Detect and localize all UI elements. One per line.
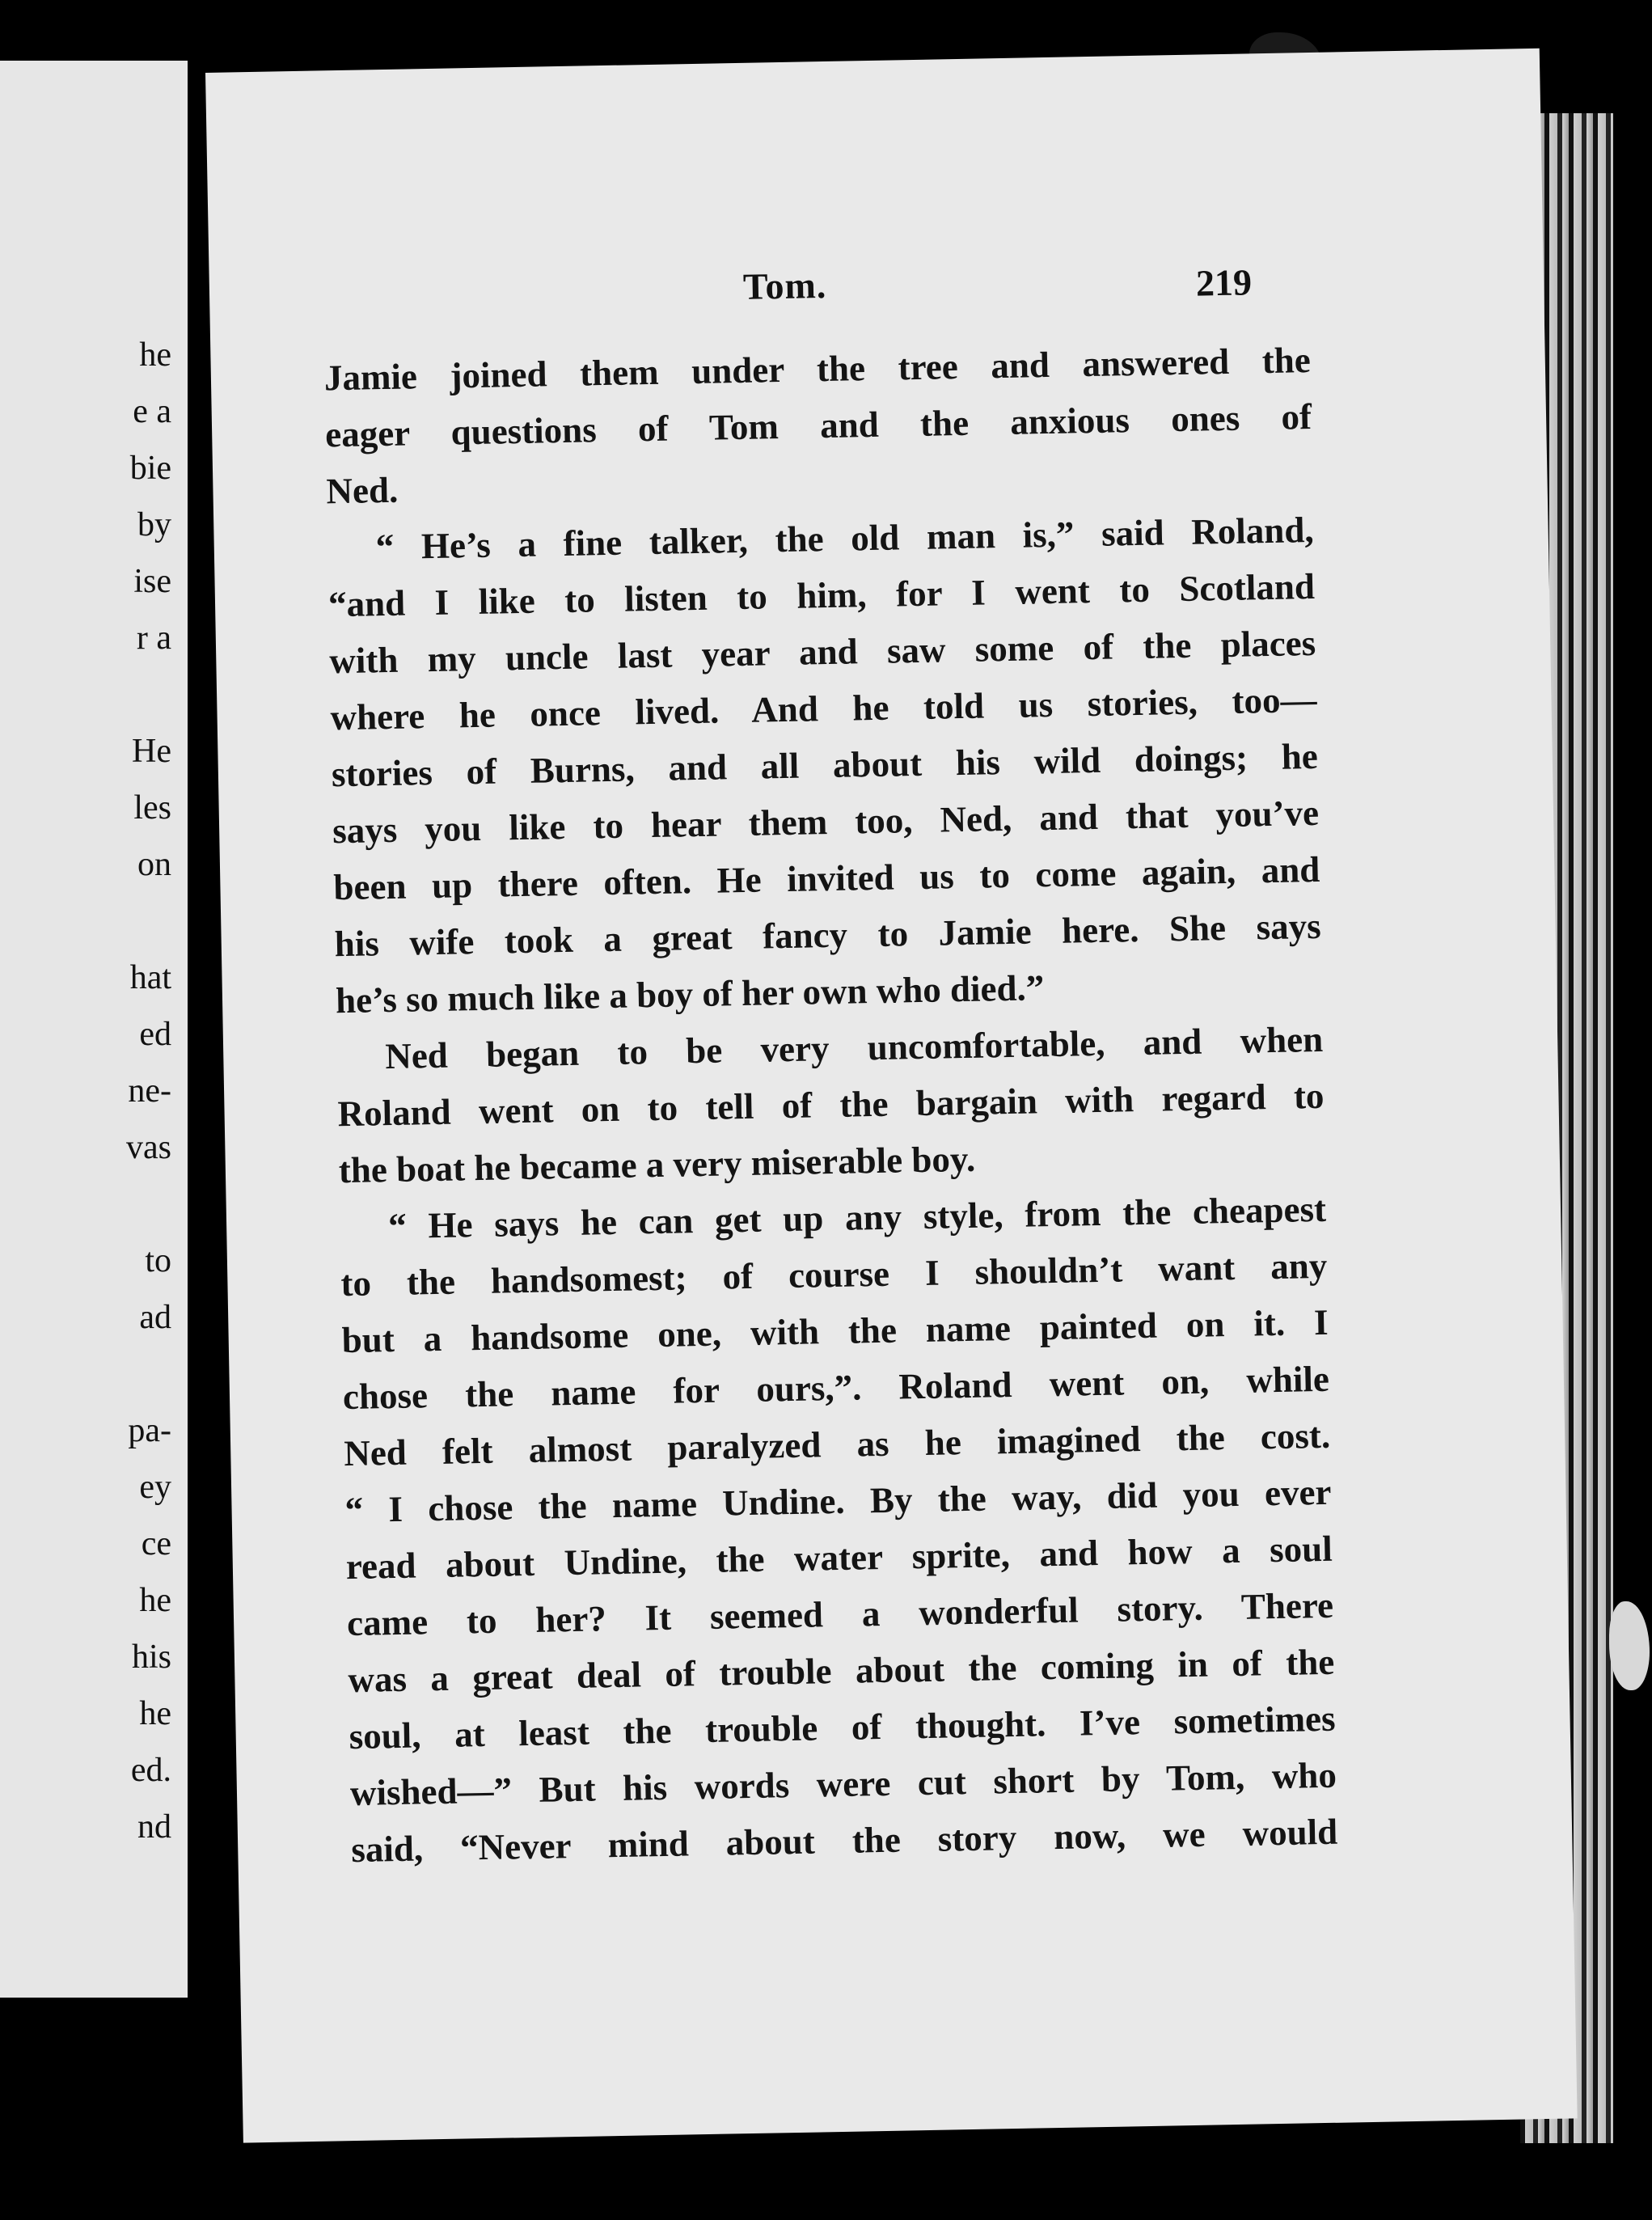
book-gutter bbox=[188, 49, 205, 2014]
body-text bbox=[323, 332, 1337, 1878]
text-line: the boat he became a very miserable boy. bbox=[338, 1138, 976, 1191]
text-line: Ned began to be very uncomfortable, and when bbox=[384, 1018, 1324, 1077]
left-facing-page bbox=[0, 61, 188, 1998]
text-line: his wife took a great fancy to Jamie here. She says bbox=[334, 905, 1322, 965]
left-page-fragment: ne- bbox=[128, 1072, 171, 1110]
left-page-fragment: bie bbox=[129, 450, 171, 487]
right-page bbox=[205, 49, 1578, 2143]
text-line: where he once lived. And he told us stories, too— bbox=[330, 679, 1317, 738]
left-page-fragment: r a bbox=[136, 619, 171, 657]
page-number: 219 bbox=[1195, 261, 1253, 304]
left-page-fragment: he bbox=[139, 336, 171, 374]
left-page-fragment: ad bbox=[139, 1299, 171, 1336]
text-line: soul, at least the trouble of thought. I’ve sometimes bbox=[349, 1698, 1336, 1757]
text-line: says you like to hear them too, Ned, and that you’ve bbox=[332, 792, 1320, 852]
left-page-fragment: pa- bbox=[128, 1412, 171, 1449]
text-line: “and I like to listen to him, for I went to Scotland bbox=[327, 565, 1316, 625]
left-page-fragment: ce bbox=[141, 1525, 171, 1562]
text-line: wished—” But his words were cut short by Tom, who bbox=[349, 1754, 1337, 1814]
text-line: Ned felt almost paralyzed as he imagined the cost. bbox=[343, 1414, 1331, 1474]
left-page-fragment: to bbox=[145, 1242, 171, 1279]
text-line: with my uncle last year and saw some of the places bbox=[328, 622, 1316, 682]
text-line: was a great deal of trouble about the coming in of the bbox=[347, 1641, 1335, 1701]
text-line: Ned. bbox=[326, 469, 399, 512]
text-line: to the handsomest; of course I shouldn’t want any bbox=[340, 1245, 1328, 1305]
left-page-fragment: he bbox=[139, 1582, 171, 1619]
left-page-fragment: He bbox=[132, 733, 171, 770]
text-line: eager questions of Tom and the anxious ones of bbox=[324, 396, 1312, 455]
text-line: but a handsome one, with the name painted on it. I bbox=[341, 1301, 1329, 1361]
left-page-fragment: on bbox=[137, 846, 171, 883]
text-line: he’s so much like a boy of her own who died.” bbox=[335, 967, 1045, 1021]
left-page-fragment: ise bbox=[133, 563, 171, 600]
text-line: “ He’s a fine talker, the old man is,” said Roland, bbox=[375, 509, 1315, 568]
left-page-fragment: ed bbox=[139, 1016, 171, 1053]
text-line: chose the name for ours,”. Roland went on, while bbox=[342, 1358, 1330, 1418]
text-line: “ I chose the name Undine. By the way, did you ever bbox=[344, 1471, 1332, 1531]
left-page-fragment: his bbox=[131, 1639, 171, 1676]
text-line: said, “Never mind about the story now, we would bbox=[350, 1811, 1338, 1871]
left-page-fragment: by bbox=[137, 506, 171, 543]
running-head bbox=[209, 251, 1544, 323]
text-line: read about Undine, the water sprite, and how a soul bbox=[345, 1528, 1333, 1588]
chapter-title: Tom. bbox=[742, 264, 827, 307]
left-page-fragment: he bbox=[139, 1695, 171, 1732]
left-page-fragment: vas bbox=[126, 1129, 171, 1166]
text-line: “ He says he can get up any style, from the cheapest bbox=[387, 1188, 1327, 1247]
left-page-fragment: ey bbox=[139, 1469, 171, 1506]
left-page-fragment: les bbox=[133, 789, 171, 827]
left-page-fragment: ed. bbox=[130, 1752, 171, 1789]
left-page-fragment: hat bbox=[129, 959, 171, 996]
text-line: Jamie joined them under the tree and answered the bbox=[323, 340, 1312, 399]
left-page-fragment: nd bbox=[137, 1808, 171, 1846]
text-line: been up there often. He invited us to come again, and bbox=[333, 848, 1320, 908]
text-line: Roland went on to tell of the bargain with regard to bbox=[337, 1075, 1325, 1135]
scan-artifact bbox=[1609, 1601, 1650, 1690]
left-page-fragment: e a bbox=[133, 393, 171, 430]
text-line: stories of Burns, and all about his wild doings; he bbox=[331, 735, 1319, 795]
text-line: came to her? It seemed a wonderful story. There bbox=[346, 1584, 1334, 1644]
